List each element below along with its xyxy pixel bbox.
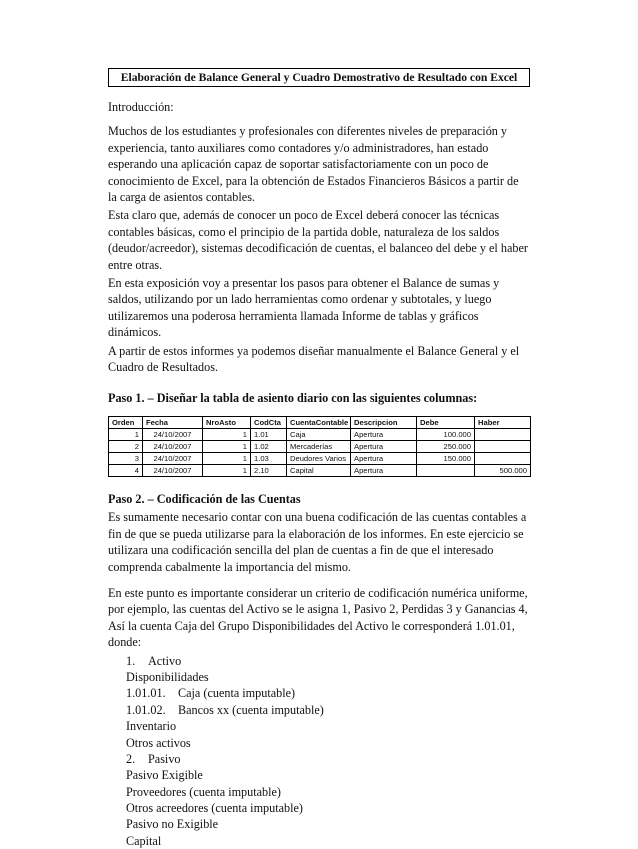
cell-nroasto: 1 [203, 452, 251, 464]
cell-orden: 3 [109, 452, 143, 464]
cell-codcta: 1.01 [251, 428, 287, 440]
cell-nroasto: 1 [203, 440, 251, 452]
cell-codcta: 1.02 [251, 440, 287, 452]
cell-debe: 100.000 [417, 428, 475, 440]
list-item: 1.01.01. Caja (cuenta imputable) [126, 686, 296, 701]
cell-haber: 500.000 [475, 464, 531, 476]
cell-descripcion: Apertura [351, 464, 417, 476]
cell-nroasto: 1 [203, 464, 251, 476]
cell-orden: 2 [109, 440, 143, 452]
document-page [108, 68, 530, 849]
cell-debe: 150.000 [417, 452, 475, 464]
table-row [109, 428, 531, 440]
cell-descripcion: Apertura [351, 452, 417, 464]
document-title: Elaboración de Balance General y Cuadro Demostrativo de Resultado con Excel [108, 68, 530, 87]
list-item: Otros activos [126, 735, 191, 750]
cell-fecha: 24/10/2007 [143, 452, 203, 464]
header-descripcion: Descripcion [351, 416, 417, 428]
list-item: Inventario [126, 719, 177, 734]
cell-haber [475, 440, 531, 452]
cell-fecha: 24/10/2007 [143, 440, 203, 452]
cell-fecha: 24/10/2007 [143, 428, 203, 440]
list-item: 1.01.02. Bancos xx (cuenta imputable) [126, 702, 324, 717]
list-item: Pasivo Exigible [126, 768, 203, 783]
table-row [109, 452, 531, 464]
cell-debe: 250.000 [417, 440, 475, 452]
cell-orden: 4 [109, 464, 143, 476]
cell-haber [475, 428, 531, 440]
header-nroasto: NroAsto [203, 416, 251, 428]
step2-paragraph-1: Es sumamente necesario contar con una buena codificación de las cuentas contables a fin de que se pueda utilizarse para la elaboración de los informes. En este ejercicio se utilizara una codificación sencilla del plan de cuentas a fin de que el interesado comprenda cabalmente la importancia del mismo. [108, 510, 527, 574]
header-fecha: Fecha [143, 416, 203, 428]
header-cuentacontable: CuentaContable [287, 416, 351, 428]
table-header-row [109, 416, 531, 428]
table-row [109, 464, 531, 476]
journal-table [108, 416, 531, 477]
cell-descripcion: Apertura [351, 440, 417, 452]
list-item: Otros acreedores (cuenta imputable) [126, 801, 303, 816]
list-item: 1. Activo [126, 653, 182, 668]
intro-paragraph-2: Esta claro que, además de conocer un poco de Excel deberá conocer las técnicas contables básicas, como el principio de la partida doble, naturaleza de los saldos (deudor/acreedor), sistemas decodificación de cuentas, el balanceo del debe y el haber entre otras. [108, 208, 528, 272]
account-code-list [126, 653, 530, 849]
list-item: Proveedores (cuenta imputable) [126, 784, 281, 799]
list-item: Pasivo no Exigible [126, 817, 219, 832]
header-haber: Haber [475, 416, 531, 428]
table-row [109, 440, 531, 452]
cell-fecha: 24/10/2007 [143, 464, 203, 476]
header-debe: Debe [417, 416, 475, 428]
cell-debe [417, 464, 475, 476]
cell-cuenta: Capital [287, 464, 351, 476]
intro-paragraph-1: Muchos de los estudiantes y profesionales con diferentes niveles de preparación y experiencia, tanto auxiliares como contadores y/o administradores, han estado esperando una aplicación capaz de soportar satisfactoriamente con un poco de conocimiento de Excel, para la obtención de Estados Financieros Básicos a partir de la carga de asientos contables. [108, 124, 519, 205]
intro-paragraph-3: En esta exposición voy a presentar los pasos para obtener el Balance de sumas y saldos, utilizando por un lado herramientas como ordenar y subtotales, y luego utilizaremos una poderosa herramienta llamada Informe de tablas y gráficos dinámicos. [108, 276, 500, 340]
list-item: Capital [126, 833, 162, 848]
intro-paragraph-4: A partir de estos informes ya podemos diseñar manualmente el Balance General y el Cuadro de Resultados. [108, 343, 520, 375]
header-codcta: CodCta [251, 416, 287, 428]
cell-codcta: 1.03 [251, 452, 287, 464]
cell-cuenta: Mercaderías [287, 440, 351, 452]
intro-heading: Introducción: [108, 100, 174, 114]
step1-title: Paso 1. – Diseñar la tabla de asiento diario con las siguientes columnas: [108, 390, 478, 405]
cell-descripcion: Apertura [351, 428, 417, 440]
cell-cuenta: Deudores Varios [287, 452, 351, 464]
cell-codcta: 2.10 [251, 464, 287, 476]
list-item: Disponibilidades [126, 669, 209, 684]
cell-haber [475, 452, 531, 464]
step2-paragraph-2: En este punto es importante considerar un criterio de codificación numérica uniforme, por ejemplo, las cuentas del Activo se le asigna 1, Pasivo 2, Perdidas 3 y Ganancias 4, Así la cuenta Caja del Grupo Disponibilidades del Activo le corresponderá 1.01.01, donde: [108, 585, 528, 650]
step2-title: Paso 2. – Codificación de las Cuentas [108, 491, 301, 506]
cell-cuenta: Caja [287, 428, 351, 440]
cell-orden: 1 [109, 428, 143, 440]
header-orden: Orden [109, 416, 143, 428]
cell-nroasto: 1 [203, 428, 251, 440]
list-item: 2. Pasivo [126, 751, 181, 766]
